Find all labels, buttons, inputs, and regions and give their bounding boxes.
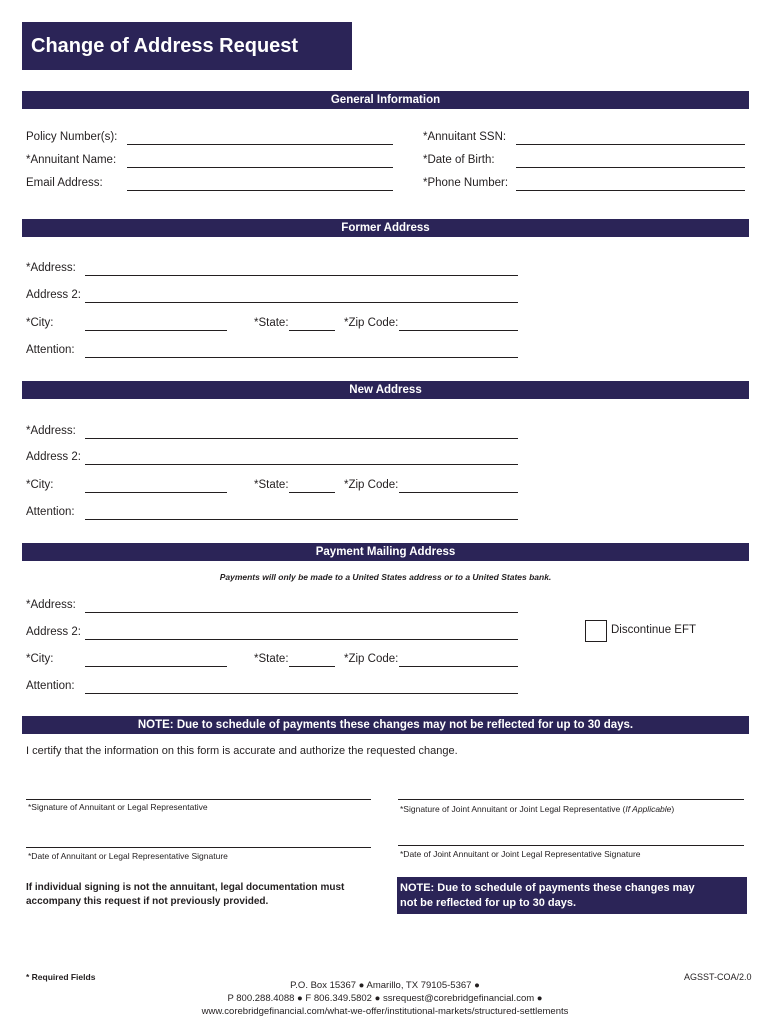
note-box-line-2: not be reflected for up to 30 days. — [400, 897, 577, 909]
email-field[interactable] — [127, 190, 393, 191]
discontinue-eft-checkbox[interactable] — [585, 620, 607, 642]
former-city-label: *City: — [26, 317, 54, 329]
joint-date-line[interactable] — [398, 845, 744, 846]
former-state-field[interactable] — [289, 330, 335, 331]
former-state-label: *State: — [254, 317, 289, 329]
former-city-field[interactable] — [85, 330, 227, 331]
policy-number-label: Policy Number(s): — [26, 131, 118, 143]
payment-address-field[interactable] — [85, 612, 518, 613]
former-zip-field[interactable] — [399, 330, 518, 331]
payment-zip-label: *Zip Code: — [344, 653, 399, 665]
form-title: Change of Address Request — [22, 22, 352, 70]
certify-statement: I certify that the information on this form is accurate and authorize the requested change. — [26, 745, 458, 757]
payment-zip-field[interactable] — [399, 666, 518, 667]
payment-attention-field[interactable] — [85, 693, 518, 694]
new-address-label: *Address: — [26, 425, 76, 437]
new-state-field[interactable] — [289, 492, 335, 493]
new-attention-field[interactable] — [85, 519, 518, 520]
former-address2-label: Address 2: — [26, 289, 81, 301]
legal-documentation-note — [26, 881, 344, 909]
annuitant-name-label: *Annuitant Name: — [26, 154, 117, 166]
note-box-line-1: NOTE: Due to schedule of payments these changes may — [400, 882, 695, 894]
payment-state-label: *State: — [254, 653, 289, 665]
legal-note-line-1: If individual signing is not the annuitant, legal documentation must — [26, 882, 345, 893]
annuitant-signature-label: *Signature of Annuitant or Legal Representative — [28, 802, 208, 812]
note-box — [397, 877, 747, 914]
new-zip-field[interactable] — [399, 492, 518, 493]
email-label: Email Address: — [26, 177, 103, 189]
new-address2-field[interactable] — [85, 464, 518, 465]
former-address-field[interactable] — [85, 275, 518, 276]
joint-date-label: *Date of Joint Annuitant or Joint Legal Representative Signature — [400, 849, 641, 859]
new-address-field[interactable] — [85, 438, 518, 439]
footer-contact: P 800.288.4088 ● F 806.349.5802 ● ssrequest@corebridgefinancial.com ● — [227, 993, 543, 1004]
payment-mailing-address-header: Payment Mailing Address — [22, 543, 749, 561]
former-address-header: Former Address — [22, 219, 749, 237]
annuitant-ssn-field[interactable] — [516, 144, 745, 145]
new-attention-label: Attention: — [26, 506, 75, 518]
annuitant-ssn-label: *Annuitant SSN: — [423, 131, 507, 143]
former-address-label: *Address: — [26, 262, 76, 274]
payment-city-label: *City: — [26, 653, 54, 665]
new-city-label: *City: — [26, 479, 54, 491]
footer-address: P.O. Box 15367 ● Amarillo, TX 79105-5367 ● — [290, 980, 480, 991]
annuitant-date-label: *Date of Annuitant or Legal Representative Signature — [28, 851, 228, 861]
footer-website: www.corebridgefinancial.com/what-we-offer/institutional-markets/structured-settlements — [201, 1006, 569, 1017]
new-address2-label: Address 2: — [26, 451, 81, 463]
us-address-note: Payments will only be made to a United States address or to a United States bank. — [219, 572, 552, 582]
former-address2-field[interactable] — [85, 302, 518, 303]
new-city-field[interactable] — [85, 492, 227, 493]
former-attention-label: Attention: — [26, 344, 75, 356]
former-zip-label: *Zip Code: — [344, 317, 399, 329]
new-address-header: New Address — [22, 381, 749, 399]
dob-label: *Date of Birth: — [423, 154, 495, 166]
joint-signature-label: *Signature of Joint Annuitant or Joint Legal Representative (If Applicable) — [400, 804, 675, 814]
phone-label: *Phone Number: — [423, 177, 509, 189]
payment-city-field[interactable] — [85, 666, 227, 667]
discontinue-eft-label: Discontinue EFT — [611, 624, 697, 636]
annuitant-date-line[interactable] — [26, 847, 371, 848]
annuitant-name-field[interactable] — [127, 167, 393, 168]
annuitant-signature-line[interactable] — [26, 799, 371, 800]
payment-address2-label: Address 2: — [26, 626, 81, 638]
dob-field[interactable] — [516, 167, 745, 168]
payment-address-label: *Address: — [26, 599, 76, 611]
new-zip-label: *Zip Code: — [344, 479, 399, 491]
form-code: AGSST-COA/2.0 — [684, 972, 752, 982]
policy-number-field[interactable] — [127, 144, 393, 145]
phone-field[interactable] — [516, 190, 745, 191]
legal-note-line-2: accompany this request if not previously provided. — [26, 896, 269, 907]
new-state-label: *State: — [254, 479, 289, 491]
payment-address2-field[interactable] — [85, 639, 518, 640]
note-bar: NOTE: Due to schedule of payments these changes may not be reflected for up to 30 days. — [22, 716, 749, 734]
general-information-header: General Information — [22, 91, 749, 109]
payment-attention-label: Attention: — [26, 680, 75, 692]
joint-signature-line[interactable] — [398, 799, 744, 800]
required-fields-note: * Required Fields — [26, 972, 96, 982]
former-attention-field[interactable] — [85, 357, 518, 358]
payment-state-field[interactable] — [289, 666, 335, 667]
